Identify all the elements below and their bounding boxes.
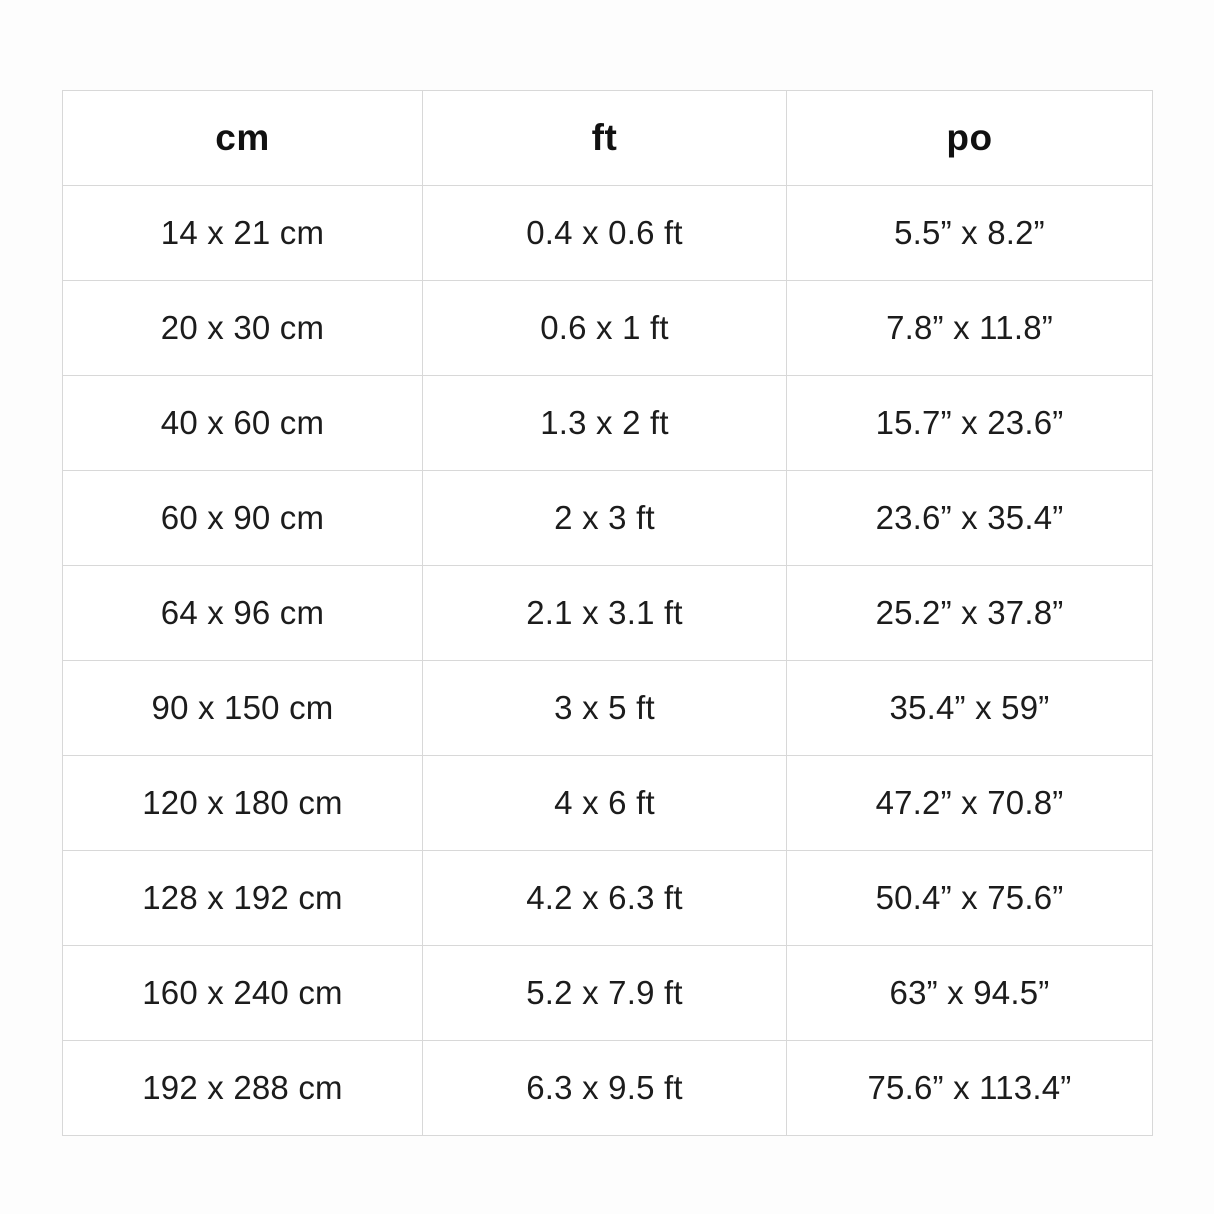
- cell-ft: 2 x 3 ft: [423, 471, 787, 566]
- cell-cm: 64 x 96 cm: [63, 566, 423, 661]
- cell-cm: 192 x 288 cm: [63, 1041, 423, 1136]
- table-header: [63, 91, 1153, 186]
- cell-ft: 0.4 x 0.6 ft: [423, 186, 787, 281]
- cell-po: 35.4” x 59”: [787, 661, 1153, 756]
- table-body: [63, 186, 1153, 1136]
- table-row: [63, 566, 1153, 661]
- cell-cm: 14 x 21 cm: [63, 186, 423, 281]
- table-header-row: [63, 91, 1153, 186]
- table-row: [63, 186, 1153, 281]
- cell-po: 75.6” x 113.4”: [787, 1041, 1153, 1136]
- cell-po: 5.5” x 8.2”: [787, 186, 1153, 281]
- table-row: [63, 471, 1153, 566]
- cell-ft: 1.3 x 2 ft: [423, 376, 787, 471]
- cell-ft: 0.6 x 1 ft: [423, 281, 787, 376]
- table-row: [63, 756, 1153, 851]
- table-row: [63, 1041, 1153, 1136]
- cell-cm: 120 x 180 cm: [63, 756, 423, 851]
- table-row: [63, 661, 1153, 756]
- cell-ft: 4 x 6 ft: [423, 756, 787, 851]
- cell-ft: 6.3 x 9.5 ft: [423, 1041, 787, 1136]
- cell-cm: 160 x 240 cm: [63, 946, 423, 1041]
- cell-ft: 5.2 x 7.9 ft: [423, 946, 787, 1041]
- cell-po: 47.2” x 70.8”: [787, 756, 1153, 851]
- table-row: [63, 376, 1153, 471]
- column-header-po: po: [787, 91, 1153, 186]
- table-row: [63, 281, 1153, 376]
- cell-po: 7.8” x 11.8”: [787, 281, 1153, 376]
- size-conversion-table: [62, 90, 1153, 1136]
- cell-ft: 2.1 x 3.1 ft: [423, 566, 787, 661]
- cell-cm: 90 x 150 cm: [63, 661, 423, 756]
- table-row: [63, 946, 1153, 1041]
- column-header-cm: cm: [63, 91, 423, 186]
- cell-po: 50.4” x 75.6”: [787, 851, 1153, 946]
- cell-po: 63” x 94.5”: [787, 946, 1153, 1041]
- cell-cm: 128 x 192 cm: [63, 851, 423, 946]
- cell-cm: 20 x 30 cm: [63, 281, 423, 376]
- cell-ft: 4.2 x 6.3 ft: [423, 851, 787, 946]
- cell-po: 15.7” x 23.6”: [787, 376, 1153, 471]
- cell-po: 23.6” x 35.4”: [787, 471, 1153, 566]
- column-header-ft: ft: [423, 91, 787, 186]
- cell-po: 25.2” x 37.8”: [787, 566, 1153, 661]
- table-row: [63, 851, 1153, 946]
- cell-ft: 3 x 5 ft: [423, 661, 787, 756]
- cell-cm: 40 x 60 cm: [63, 376, 423, 471]
- size-conversion-table-wrapper: [62, 90, 1152, 1136]
- cell-cm: 60 x 90 cm: [63, 471, 423, 566]
